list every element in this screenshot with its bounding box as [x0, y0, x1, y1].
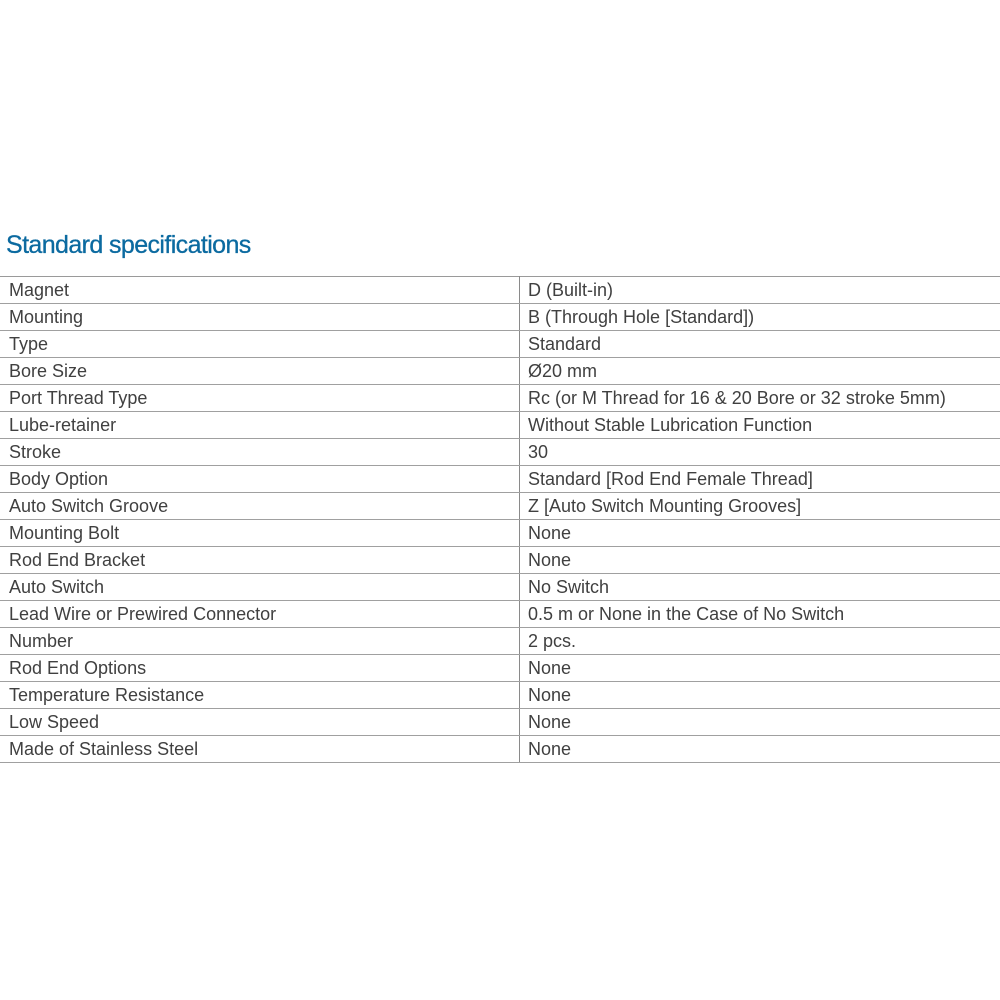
spec-label: Lube-retainer: [0, 412, 520, 439]
table-row: [0, 574, 1000, 601]
table-row: [0, 601, 1000, 628]
spec-label: Stroke: [0, 439, 520, 466]
spec-value: None: [520, 655, 1000, 682]
spec-value: None: [520, 520, 1000, 547]
spec-value: None: [520, 682, 1000, 709]
spec-label: Magnet: [0, 277, 520, 304]
spec-value: Rc (or M Thread for 16 & 20 Bore or 32 stroke 5mm): [520, 385, 1000, 412]
table-row: [0, 682, 1000, 709]
table-row: [0, 628, 1000, 655]
spec-value: None: [520, 736, 1000, 763]
spec-label: Auto Switch Groove: [0, 493, 520, 520]
table-row: [0, 331, 1000, 358]
spec-label: Bore Size: [0, 358, 520, 385]
spec-value: Standard: [520, 331, 1000, 358]
spec-label: Auto Switch: [0, 574, 520, 601]
spec-label: Mounting Bolt: [0, 520, 520, 547]
table-row: [0, 277, 1000, 304]
table-row: [0, 547, 1000, 574]
spec-label: Lead Wire or Prewired Connector: [0, 601, 520, 628]
table-row: [0, 466, 1000, 493]
spec-value: 0.5 m or None in the Case of No Switch: [520, 601, 1000, 628]
table-row: [0, 304, 1000, 331]
table-row: [0, 439, 1000, 466]
specifications-table: [0, 276, 1000, 763]
spec-value: 30: [520, 439, 1000, 466]
spec-value: D (Built-in): [520, 277, 1000, 304]
table-row: [0, 655, 1000, 682]
spec-label: Mounting: [0, 304, 520, 331]
spec-label: Made of Stainless Steel: [0, 736, 520, 763]
spec-value: No Switch: [520, 574, 1000, 601]
table-row: [0, 520, 1000, 547]
table-row: [0, 412, 1000, 439]
spec-value: Ø20 mm: [520, 358, 1000, 385]
page-title: Standard specifications: [6, 231, 251, 259]
spec-value: Z [Auto Switch Mounting Grooves]: [520, 493, 1000, 520]
spec-value: Without Stable Lubrication Function: [520, 412, 1000, 439]
spec-label: Number: [0, 628, 520, 655]
spec-value: B (Through Hole [Standard]): [520, 304, 1000, 331]
spec-label: Port Thread Type: [0, 385, 520, 412]
spec-label: Rod End Options: [0, 655, 520, 682]
table-row: [0, 736, 1000, 763]
table-row: [0, 709, 1000, 736]
spec-label: Type: [0, 331, 520, 358]
table-row: [0, 385, 1000, 412]
spec-label: Low Speed: [0, 709, 520, 736]
table-row: [0, 358, 1000, 385]
spec-label: Rod End Bracket: [0, 547, 520, 574]
spec-label: Body Option: [0, 466, 520, 493]
table-row: [0, 493, 1000, 520]
spec-value: None: [520, 547, 1000, 574]
spec-label: Temperature Resistance: [0, 682, 520, 709]
spec-value: None: [520, 709, 1000, 736]
spec-value: 2 pcs.: [520, 628, 1000, 655]
spec-value: Standard [Rod End Female Thread]: [520, 466, 1000, 493]
